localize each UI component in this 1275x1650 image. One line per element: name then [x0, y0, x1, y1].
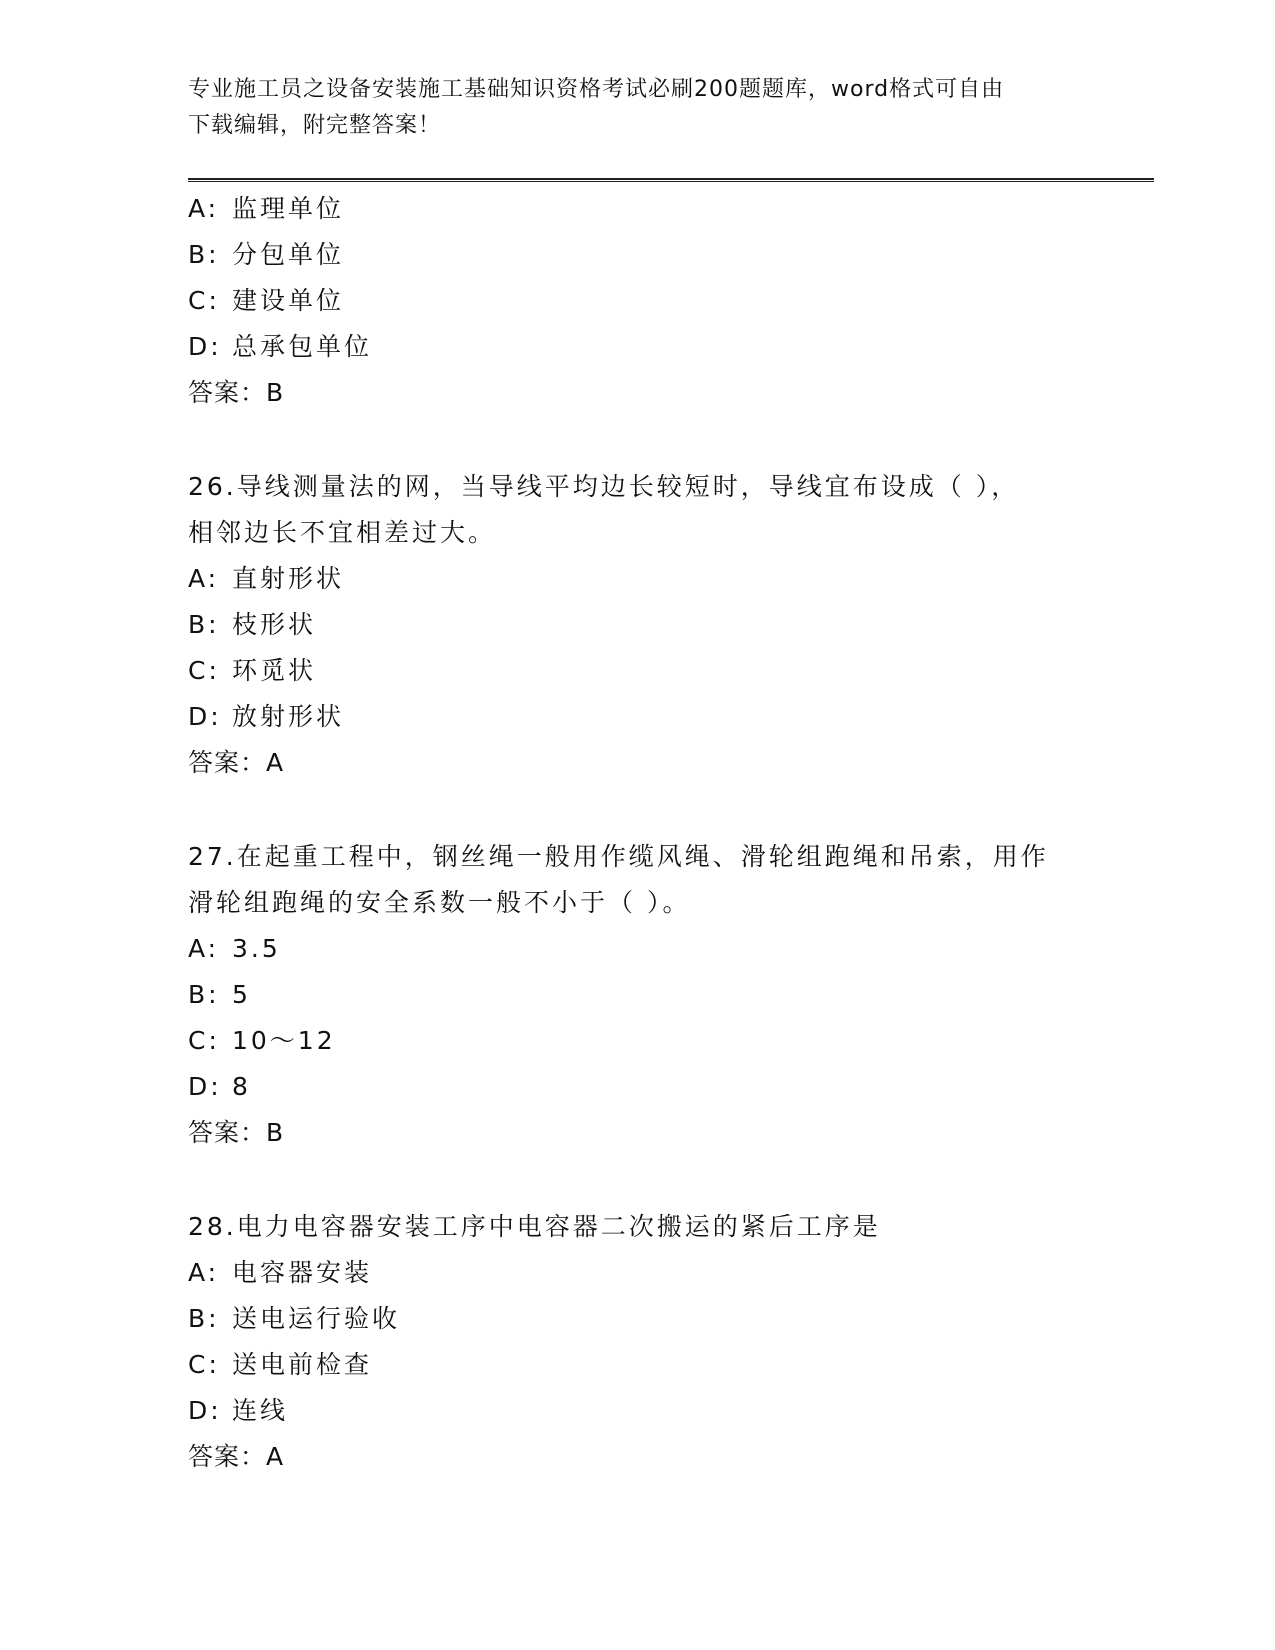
- question-stem-line-1: 28.电力电容器安装工序中电容器二次搬运的紧后工序是: [188, 1212, 881, 1241]
- option-letter: D:: [188, 1072, 222, 1101]
- option-letter: C:: [188, 1350, 220, 1379]
- option-letter: C:: [188, 286, 220, 315]
- answer-value: A: [266, 748, 284, 777]
- option-letter: B:: [188, 240, 220, 269]
- option-a: [188, 186, 1118, 232]
- option-text: 总承包单位: [232, 332, 373, 361]
- option-letter: B:: [188, 980, 220, 1009]
- answer-value: B: [266, 1118, 284, 1147]
- option-text: 5: [232, 980, 251, 1009]
- option-text: 3.5: [232, 934, 281, 963]
- answer-line: [188, 1110, 1118, 1156]
- option-b: [188, 602, 1118, 648]
- question-stem-line-1: 26.导线测量法的网，当导线平均边长较短时，导线宜布设成（ ），: [188, 472, 1020, 501]
- option-b: [188, 232, 1118, 278]
- option-a: [188, 556, 1118, 602]
- option-text: 送电前检查: [232, 1350, 373, 1379]
- header-line-2: 下载编辑，附完整答案！: [188, 113, 442, 138]
- option-letter: D:: [188, 332, 222, 361]
- answer-line: [188, 370, 1118, 416]
- option-letter: C:: [188, 656, 220, 685]
- answer-line: [188, 1434, 1118, 1480]
- question-stem-line-2: 相邻边长不宜相差过大。: [188, 518, 497, 547]
- option-text: 8: [232, 1072, 251, 1101]
- option-c: [188, 648, 1118, 694]
- option-letter: A:: [188, 194, 220, 223]
- option-letter: A:: [188, 934, 220, 963]
- question-25-tail: [188, 186, 1118, 416]
- option-text: 枝形状: [232, 610, 317, 639]
- option-c: [188, 1342, 1118, 1388]
- answer-value: B: [266, 378, 284, 407]
- option-text: 直射形状: [232, 564, 345, 593]
- answer-label: 答案：: [188, 1118, 267, 1147]
- question-stem-line-2: 滑轮组跑绳的安全系数一般不小于（ ）。: [188, 888, 691, 917]
- option-d: [188, 694, 1118, 740]
- question-stem-line-1: 27.在起重工程中，钢丝绳一般用作缆风绳、滑轮组跑绳和吊索，用作: [188, 842, 1049, 871]
- option-letter: B:: [188, 1304, 220, 1333]
- question-list: [188, 186, 1118, 1480]
- option-letter: D:: [188, 702, 222, 731]
- option-b: [188, 1296, 1118, 1342]
- header-line-1: 专业施工员之设备安装施工基础知识资格考试必刷200题题库，word格式可自由: [188, 77, 1005, 102]
- option-c: [188, 1018, 1118, 1064]
- option-d: [188, 1388, 1118, 1434]
- option-text: 连线: [232, 1396, 289, 1425]
- option-text: 分包单位: [232, 240, 345, 269]
- option-a: [188, 926, 1118, 972]
- option-letter: D:: [188, 1396, 222, 1425]
- answer-line: [188, 740, 1118, 786]
- option-text: 建设单位: [232, 286, 345, 315]
- option-d: [188, 324, 1118, 370]
- option-d: [188, 1064, 1118, 1110]
- answer-label: 答案：: [188, 748, 267, 777]
- document-header: [188, 72, 1068, 144]
- option-b: [188, 972, 1118, 1018]
- question-26: [188, 464, 1118, 786]
- option-text: 送电运行验收: [232, 1304, 401, 1333]
- answer-value: A: [266, 1442, 284, 1471]
- option-text: 10～12: [232, 1026, 336, 1055]
- answer-label: 答案：: [188, 1442, 267, 1471]
- option-text: 放射形状: [232, 702, 345, 731]
- option-text: 监理单位: [232, 194, 345, 223]
- answer-label: 答案：: [188, 378, 267, 407]
- header-divider: [188, 178, 1154, 182]
- option-a: [188, 1250, 1118, 1296]
- option-letter: C:: [188, 1026, 220, 1055]
- question-27: [188, 834, 1118, 1156]
- option-c: [188, 278, 1118, 324]
- option-letter: B:: [188, 610, 220, 639]
- option-text: 环觅状: [232, 656, 317, 685]
- option-letter: A:: [188, 1258, 220, 1287]
- question-28: [188, 1204, 1118, 1480]
- option-letter: A:: [188, 564, 220, 593]
- option-text: 电容器安装: [232, 1258, 373, 1287]
